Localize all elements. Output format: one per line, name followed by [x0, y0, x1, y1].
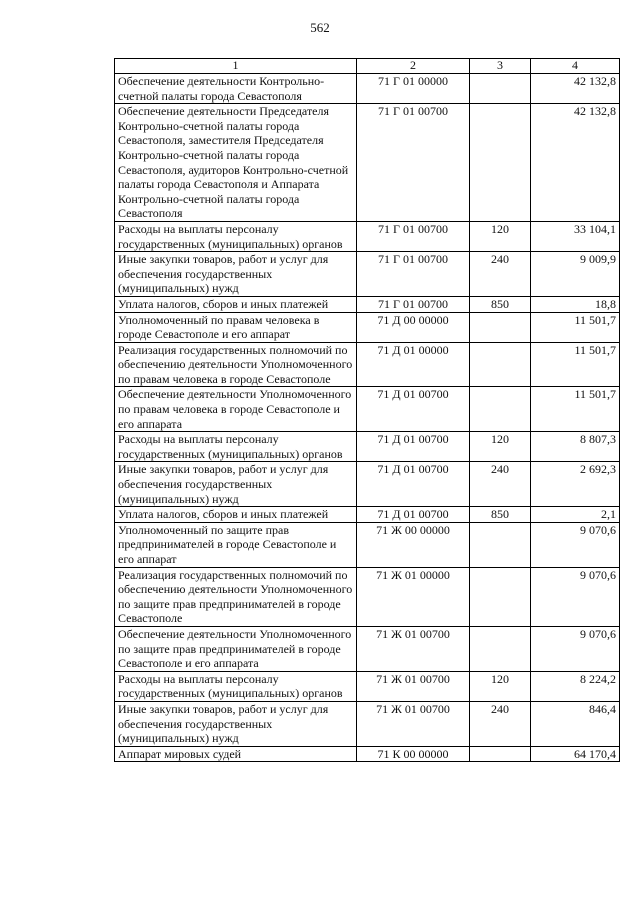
row-name-cell: Иные закупки товаров, работ и услуг для обеспечения государственных (муниципальных) нужд	[115, 462, 357, 507]
row-amount-cell: 9 070,6	[531, 626, 620, 671]
row-code-cell: 71 Г 01 00700	[357, 296, 470, 312]
table-body	[115, 74, 620, 762]
table-row	[115, 701, 620, 746]
row-code-cell: 71 Д 01 00700	[357, 432, 470, 462]
column-header-name: 1	[115, 59, 357, 74]
row-code-cell: 71 Ж 01 00700	[357, 671, 470, 701]
row-amount-cell: 8 224,2	[531, 671, 620, 701]
table-row	[115, 221, 620, 251]
row-name-cell: Обеспечение деятельности Председателя Контрольно-счетной палаты города Севастополя, заместителя Председателя Контрольно-счетной палаты города Севастополя, аудиторов Контрольно-счетной палаты города Севастополя и Аппарата Контрольно-счетной палаты города Севастополя	[115, 104, 357, 222]
table-row	[115, 746, 620, 762]
row-amount-cell: 64 170,4	[531, 746, 620, 762]
row-type-cell	[470, 342, 531, 387]
row-type-cell	[470, 387, 531, 432]
row-code-cell: 71 Ж 01 00700	[357, 626, 470, 671]
row-type-cell: 120	[470, 432, 531, 462]
table-row	[115, 462, 620, 507]
row-code-cell: 71 Д 01 00700	[357, 387, 470, 432]
row-code-cell: 71 Ж 01 00700	[357, 701, 470, 746]
row-code-cell: 71 Д 01 00700	[357, 507, 470, 523]
row-name-cell: Иные закупки товаров, работ и услуг для обеспечения государственных (муниципальных) нужд	[115, 701, 357, 746]
row-type-cell	[470, 312, 531, 342]
row-type-cell: 850	[470, 507, 531, 523]
row-name-cell: Обеспечение деятельности Контрольно-счетной палаты города Севастополя	[115, 74, 357, 104]
row-type-cell: 240	[470, 462, 531, 507]
table-row	[115, 296, 620, 312]
table-row	[115, 387, 620, 432]
row-type-cell	[470, 74, 531, 104]
row-type-cell: 850	[470, 296, 531, 312]
row-amount-cell: 2 692,3	[531, 462, 620, 507]
row-amount-cell: 42 132,8	[531, 104, 620, 222]
row-amount-cell: 11 501,7	[531, 387, 620, 432]
row-name-cell: Уплата налогов, сборов и иных платежей	[115, 296, 357, 312]
row-amount-cell: 11 501,7	[531, 342, 620, 387]
row-amount-cell: 8 807,3	[531, 432, 620, 462]
table-row	[115, 252, 620, 297]
row-amount-cell: 42 132,8	[531, 74, 620, 104]
row-amount-cell: 33 104,1	[531, 221, 620, 251]
row-name-cell: Реализация государственных полномочий по обеспечению деятельности Уполномоченного по правам человека в городе Севастополе	[115, 342, 357, 387]
row-type-cell: 120	[470, 671, 531, 701]
row-name-cell: Аппарат мировых судей	[115, 746, 357, 762]
row-name-cell: Уплата налогов, сборов и иных платежей	[115, 507, 357, 523]
page-number: 562	[310, 20, 330, 35]
row-type-cell	[470, 522, 531, 567]
table-row	[115, 507, 620, 523]
table-row	[115, 104, 620, 222]
row-type-cell: 240	[470, 701, 531, 746]
row-name-cell: Иные закупки товаров, работ и услуг для обеспечения государственных (муниципальных) нужд	[115, 252, 357, 297]
row-type-cell: 240	[470, 252, 531, 297]
row-amount-cell: 9 009,9	[531, 252, 620, 297]
row-name-cell: Уполномоченный по правам человека в городе Севастополе и его аппарат	[115, 312, 357, 342]
column-header-amount: 4	[531, 59, 620, 74]
row-name-cell: Расходы на выплаты персоналу государственных (муниципальных) органов	[115, 432, 357, 462]
table-row	[115, 567, 620, 626]
row-name-cell: Расходы на выплаты персоналу государственных (муниципальных) органов	[115, 221, 357, 251]
row-amount-cell: 9 070,6	[531, 522, 620, 567]
row-name-cell: Уполномоченный по защите прав предпринимателей в городе Севастополе и его аппарат	[115, 522, 357, 567]
table-row	[115, 432, 620, 462]
row-amount-cell: 18,8	[531, 296, 620, 312]
table-row	[115, 671, 620, 701]
row-code-cell: 71 Г 01 00700	[357, 252, 470, 297]
row-amount-cell: 846,4	[531, 701, 620, 746]
row-code-cell: 71 Ж 01 00000	[357, 567, 470, 626]
row-code-cell: 71 Д 00 00000	[357, 312, 470, 342]
budget-table	[114, 58, 620, 762]
row-code-cell: 71 К 00 00000	[357, 746, 470, 762]
row-name-cell: Расходы на выплаты персоналу государственных (муниципальных) органов	[115, 671, 357, 701]
row-amount-cell: 2,1	[531, 507, 620, 523]
table-row	[115, 74, 620, 104]
table-row	[115, 626, 620, 671]
table-row	[115, 342, 620, 387]
row-name-cell: Обеспечение деятельности Уполномоченного по защите прав предпринимателей в городе Севастополе и его аппарата	[115, 626, 357, 671]
row-code-cell: 71 Г 01 00000	[357, 74, 470, 104]
row-type-cell: 120	[470, 221, 531, 251]
row-amount-cell: 9 070,6	[531, 567, 620, 626]
row-code-cell: 71 Ж 00 00000	[357, 522, 470, 567]
row-code-cell: 71 Г 01 00700	[357, 104, 470, 222]
table-row	[115, 522, 620, 567]
row-code-cell: 71 Г 01 00700	[357, 221, 470, 251]
row-name-cell: Реализация государственных полномочий по обеспечению деятельности Уполномоченного по защите прав предпринимателей в городе Севастополе	[115, 567, 357, 626]
row-type-cell	[470, 567, 531, 626]
row-type-cell	[470, 746, 531, 762]
row-code-cell: 71 Д 01 00000	[357, 342, 470, 387]
row-code-cell: 71 Д 01 00700	[357, 462, 470, 507]
table-row	[115, 312, 620, 342]
row-name-cell: Обеспечение деятельности Уполномоченного по правам человека в городе Севастополе и его аппарата	[115, 387, 357, 432]
table-header	[115, 59, 620, 74]
row-amount-cell: 11 501,7	[531, 312, 620, 342]
header-row	[115, 59, 620, 74]
column-header-code: 2	[357, 59, 470, 74]
row-type-cell	[470, 104, 531, 222]
row-type-cell	[470, 626, 531, 671]
column-header-type: 3	[470, 59, 531, 74]
